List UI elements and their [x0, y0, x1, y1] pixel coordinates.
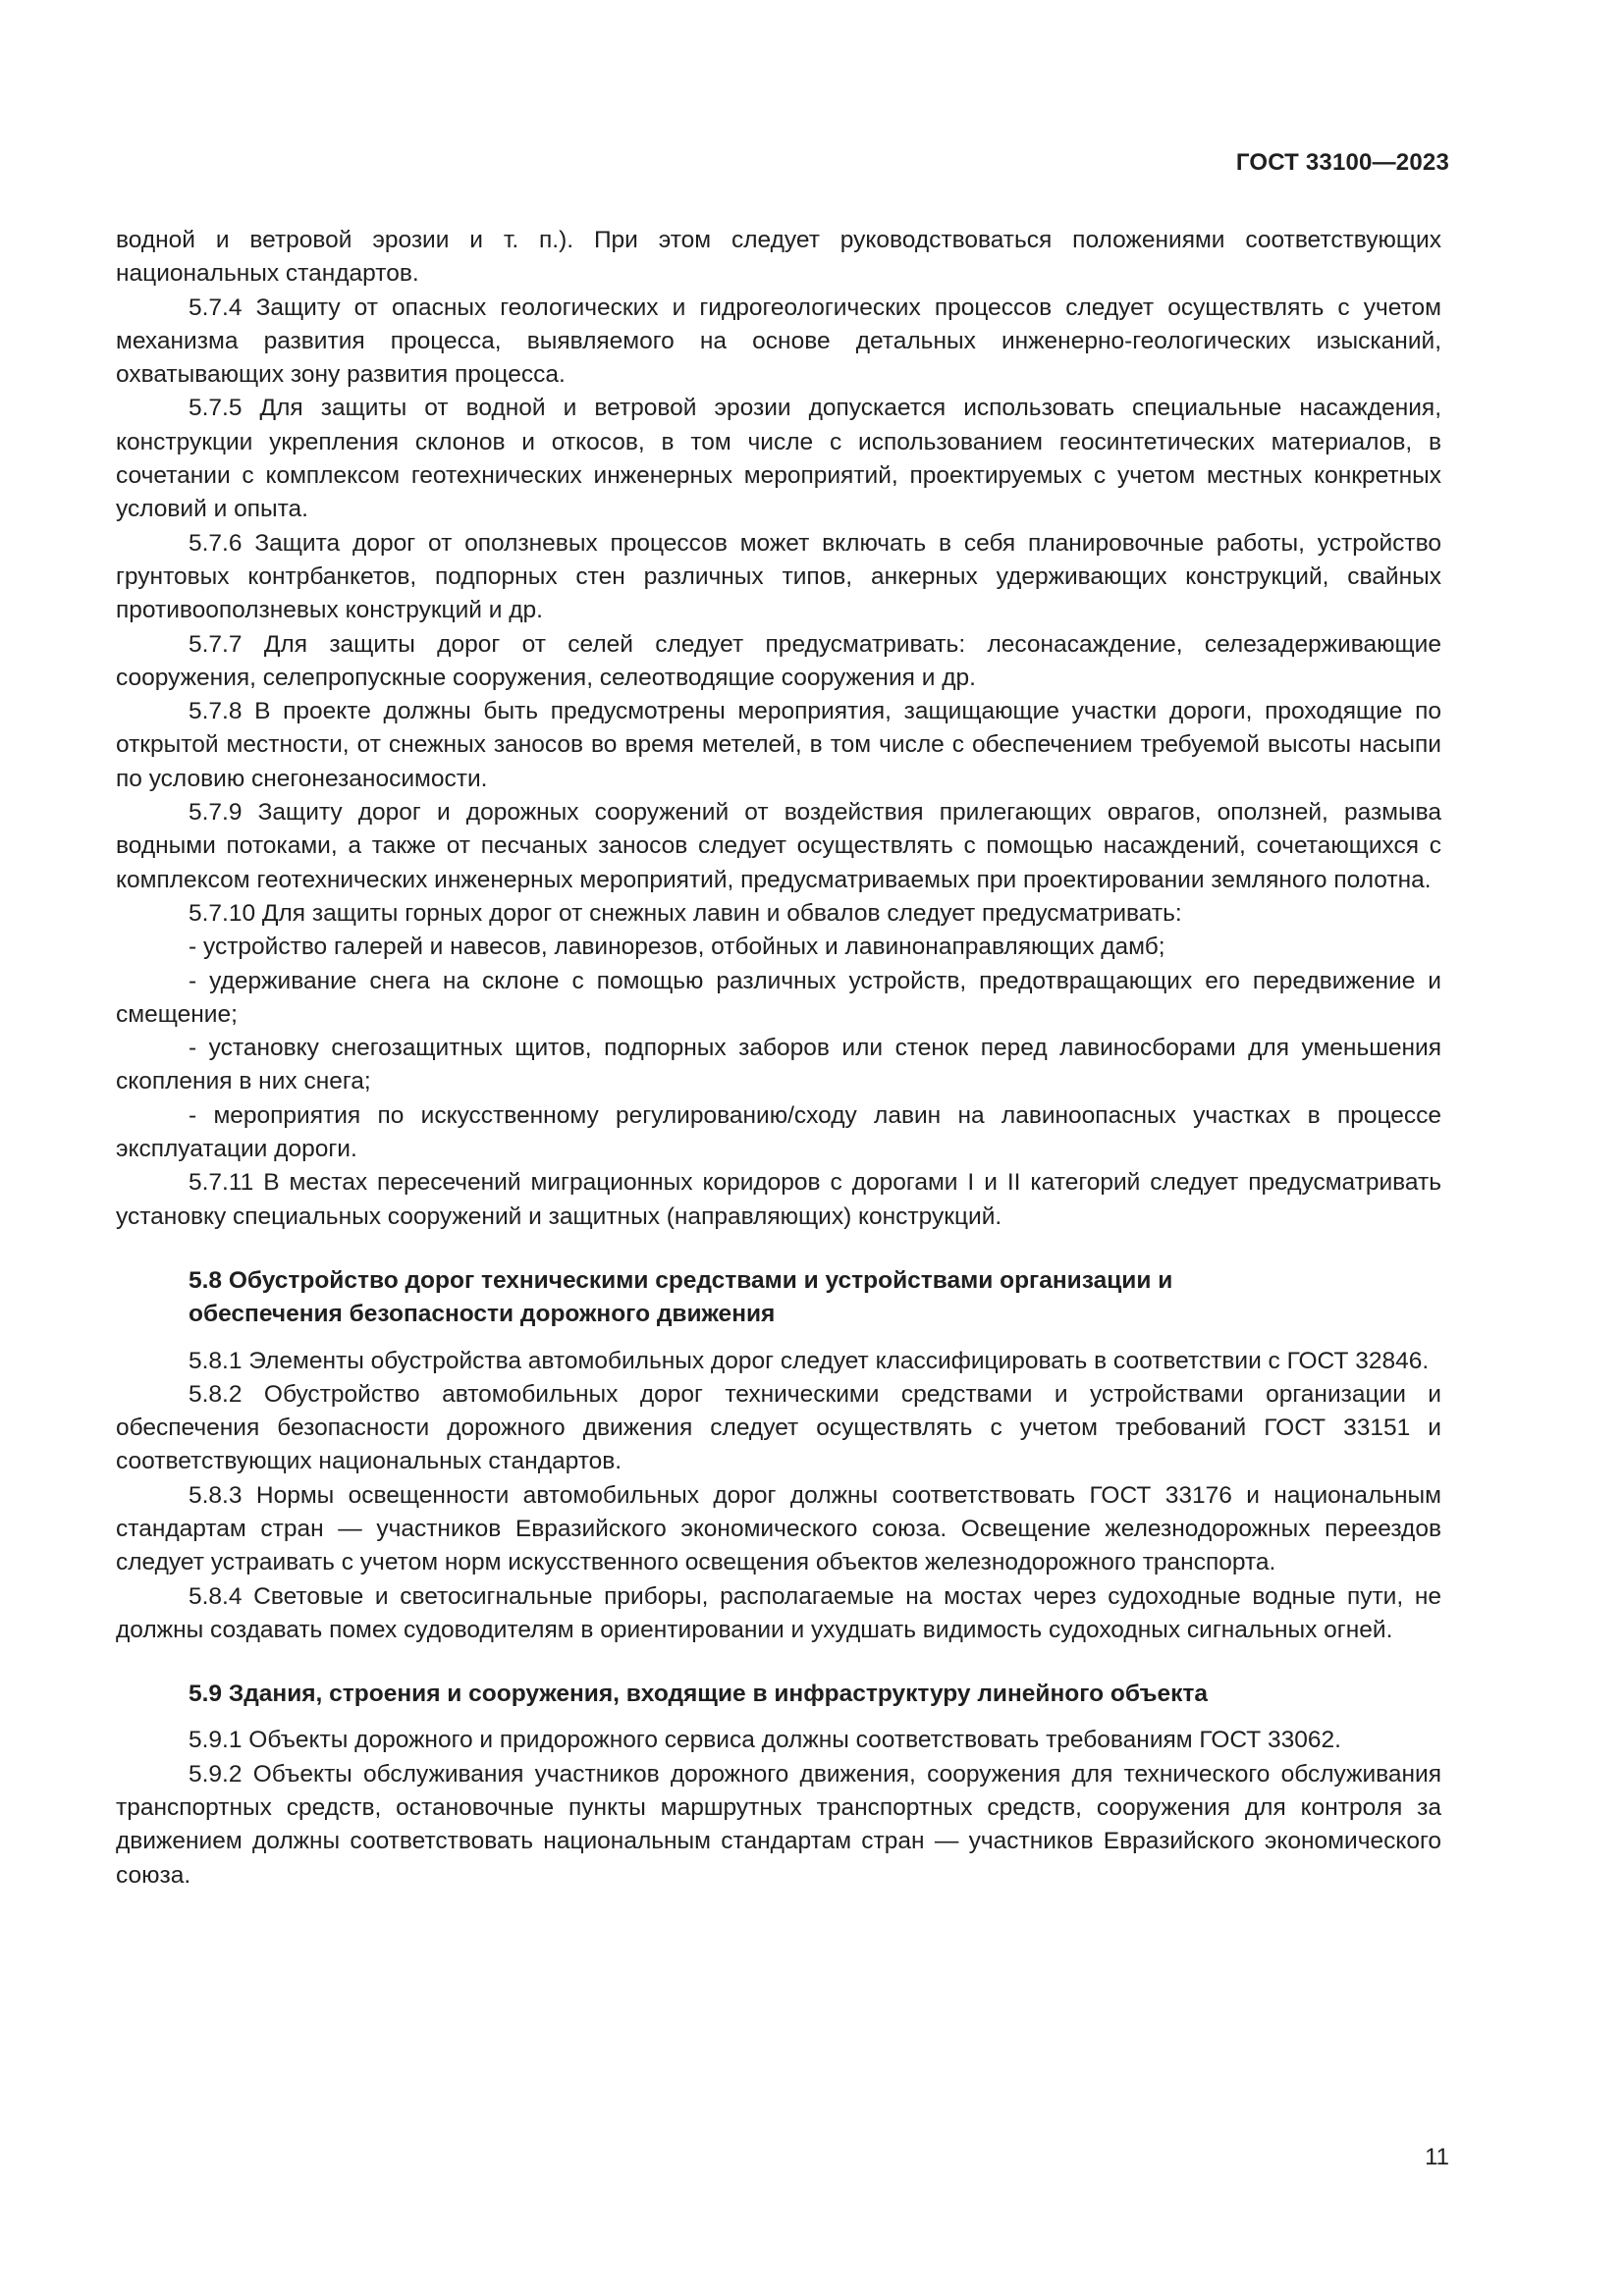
- paragraph-5-7-11: 5.7.11 В местах пересечений миграционных коридоров с дорогами I и II категорий следует предусматривать установку специальных сооружений и защитных (направляющих) конструкций.: [116, 1169, 1441, 1230]
- document-code-header: ГОСТ 33100—2023: [1235, 149, 1449, 176]
- section-heading-5-8-line2: обеспечения безопасности дорожного движения: [189, 1301, 776, 1328]
- paragraph-5-9-1: 5.9.1 Объекты дорожного и придорожного сервиса должны соответствовать требованиям ГОСТ 33062.: [189, 1727, 1341, 1754]
- paragraph-5-7-4: 5.7.4 Защиту от опасных геологических и гидрогеологических процессов следует осуществлять с учетом механизма развития процесса, выявляемого на основе детальных инженерно-геологических изысканий, охватывающих зону развития процесса.: [116, 294, 1441, 389]
- list-item-snow-shields: - установку снегозащитных щитов, подпорных заборов или стенок перед лавиносборами для уменьшения скопления в них снега;: [116, 1035, 1441, 1095]
- paragraph-continuation: водной и ветровой эрозии и т. п.). При этом следует руководствоваться положениями соответствующих национальных стандартов.: [116, 227, 1441, 288]
- paragraph-5-8-3: 5.8.3 Нормы освещенности автомобильных дорог должны соответствовать ГОСТ 33176 и национальным стандартам стран — участников Евразийского экономического союза. Освещение железнодорожных переездов следует устраивать с учетом норм искусственного освещения объектов железнодорожного транспорта.: [116, 1481, 1441, 1576]
- list-item-snow-holding: - удерживание снега на склоне с помощью различных устройств, предотвращающих его передвижение и смещение;: [116, 967, 1441, 1028]
- section-heading-5-8-line1: 5.8 Обустройство дорог техническими средствами и устройствами организации и: [189, 1266, 1173, 1294]
- paragraph-5-7-9: 5.7.9 Защиту дорог и дорожных сооружений от воздействия прилегающих оврагов, оползней, размыва водными потоками, а также от песчаных заносов следует осуществлять с помощью насаждений, сочетающихся с комплексом геотехнических инженерных мероприятий, предусматриваемых при проектировании земляного полотна.: [116, 799, 1441, 893]
- section-heading-5-8: [116, 1264, 1441, 1332]
- paragraph-5-7-8: 5.7.8 В проекте должны быть предусмотрены мероприятия, защищающие участки дороги, проходящие по открытой местности, от снежных заносов во время метелей, в том числе с обеспечением требуемой высоты насыпи по условию снегонезаносимости.: [116, 698, 1441, 792]
- paragraph-5-8-2: 5.8.2 Обустройство автомобильных дорог техническими средствами и устройствами организации и обеспечения безопасности дорожного движения следует осуществлять с учетом требований ГОСТ 33151 и соответствующих национальных стандартов.: [116, 1380, 1441, 1475]
- paragraph-5-7-5: 5.7.5 Для защиты от водной и ветровой эрозии допускается использовать специальные насаждения, конструкции укрепления склонов и откосов, в том числе с использованием геосинтетических материалов, в сочетании с комплексом геотехнических инженерных мероприятий, проектируемых с учетом местных конкретных условий и опыта.: [116, 395, 1441, 523]
- paragraph-5-7-10: 5.7.10 Для защиты горных дорог от снежных лавин и обвалов следует предусматривать:: [189, 899, 1182, 927]
- page-number: 11: [1425, 2144, 1449, 2170]
- paragraph-5-9-2: 5.9.2 Объекты обслуживания участников дорожного движения, сооружения для технического обслуживания транспортных средств, остановочные пункты маршрутных транспортных средств, сооружения для контроля за движением должны соответствовать национальным стандартам стран — участников Евразийского экономического союза.: [116, 1760, 1441, 1889]
- paragraph-5-8-1: 5.8.1 Элементы обустройства автомобильных дорог следует классифицировать в соответствии с ГОСТ 32846.: [189, 1347, 1430, 1374]
- paragraph-5-7-7: 5.7.7 Для защиты дорог от селей следует предусматривать: лесонасаждение, селезадерживающие сооружения, селепропускные сооружения, селеотводящие сооружения и др.: [116, 630, 1441, 691]
- list-item-avalanche-regulation: - мероприятия по искусственному регулированию/сходу лавин на лавиноопасных участках в процессе эксплуатации дороги.: [116, 1101, 1441, 1163]
- document-body: [116, 224, 1441, 1893]
- paragraph-5-7-6: 5.7.6 Защита дорог от оползневых процессов может включать в себя планировочные работы, устройство грунтовых контрбанкетов, подпорных стен различных типов, анкерных удерживающих конструкций, свайных противооползневых конструкций и др.: [116, 529, 1441, 624]
- paragraph-5-8-4: 5.8.4 Световые и светосигнальные приборы, располагаемые на мостах через судоходные водные пути, не должны создавать помех судоводителям в ориентировании и ухудшать видимость судоходных сигнальных огней.: [116, 1582, 1441, 1643]
- list-item-galleries: - устройство галерей и навесов, лавинорезов, отбойных и лавинонаправляющих дамб;: [189, 934, 1165, 961]
- section-heading-5-9: 5.9 Здания, строения и сооружения, входящие в инфраструктуру линейного объекта: [189, 1681, 1209, 1708]
